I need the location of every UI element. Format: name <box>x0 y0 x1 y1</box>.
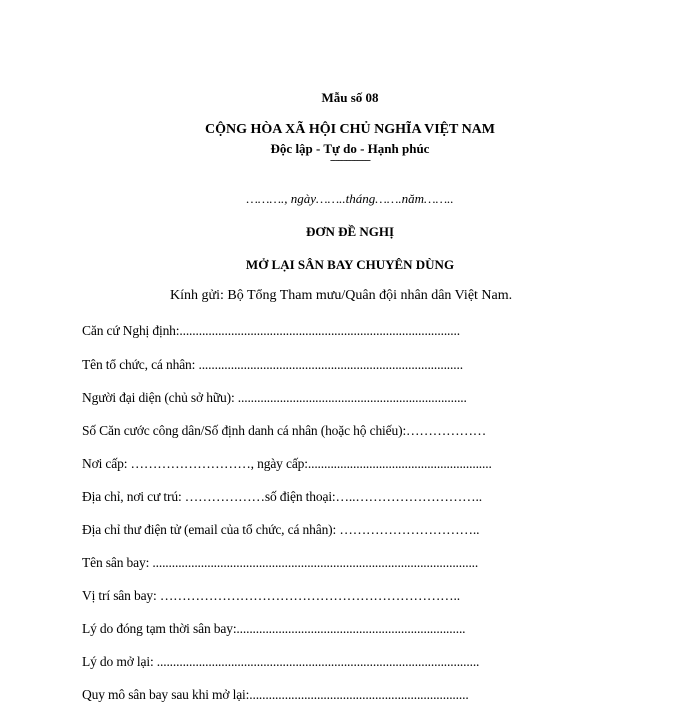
nation-title: CỘNG HÒA XÃ HỘI CHỦ NGHĨA VIỆT NAM <box>204 122 495 137</box>
document-subtitle: MỞ LẠI SÂN BAY CHUYÊN DÙNG <box>245 257 455 272</box>
field-id-number: Số Căn cước công dân/Số định danh cá nhân (hoặc hộ chiếu):……………… <box>82 423 487 438</box>
header-divider: --------------- <box>330 154 370 166</box>
field-closure-reason: Lý do đóng tạm thời sân bay:....................................................................... <box>82 621 466 636</box>
field-airport-scale: Quy mô sân bay sau khi mở lại:.................................................................... <box>82 687 469 702</box>
field-airport-name: Tên sân bay: ..................................................................................................... <box>82 555 479 570</box>
recipient-line: Kính gửi: Bộ Tổng Tham mưu/Quân đội nhân dân Việt Nam. <box>170 288 513 303</box>
date-line: ………., ngày……..tháng…….năm…….. <box>246 191 454 206</box>
field-email: Địa chỉ thư điện tử (email của tổ chức, cá nhân): ………………………….. <box>82 522 480 537</box>
field-address-phone: Địa chỉ, nơi cư trú: ………………số điện thoại:…..……………………….. <box>82 489 482 504</box>
field-airport-location: Vị trí sân bay: ………………………………………………………….. <box>82 588 460 603</box>
field-legal-basis: Căn cứ Nghị định:....................................................................................... <box>82 323 460 338</box>
field-reopen-reason: Lý do mở lại: .................................................................................................... <box>82 654 480 669</box>
motto: Độc lập - Tự do - Hạnh phúc <box>270 141 430 156</box>
field-applicant-name: Tên tổ chức, cá nhân: .................................................................................. <box>82 357 463 372</box>
field-issued-place-date: Nơi cấp: ………………………, ngày cấp:......................................................... <box>82 456 492 471</box>
field-representative: Người đại diện (chủ sở hữu): ....................................................................... <box>82 390 467 405</box>
form-number: Mẫu số 08 <box>321 90 379 105</box>
document-title: ĐƠN ĐỀ NGHỊ <box>305 224 395 239</box>
